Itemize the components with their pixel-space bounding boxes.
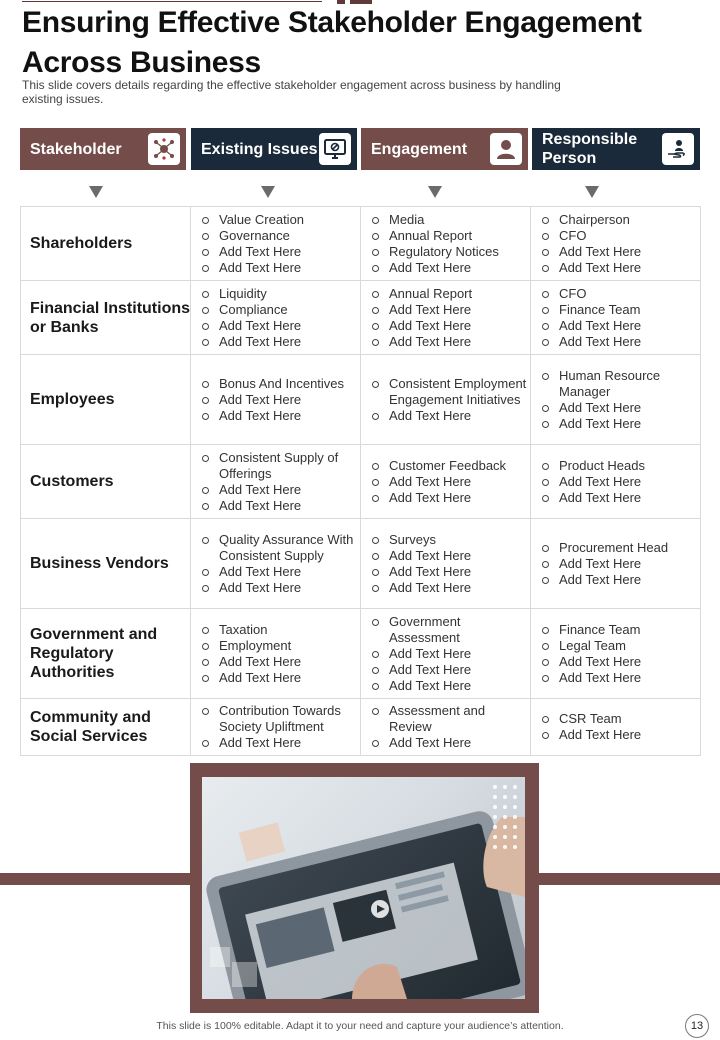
list-item: Add Text Here xyxy=(371,260,530,276)
engagement-list xyxy=(361,532,530,596)
table-row xyxy=(21,699,701,756)
down-arrow-icon xyxy=(585,186,599,198)
list-item: Add Text Here xyxy=(371,564,530,580)
list-item: Add Text Here xyxy=(371,318,530,334)
list-item: Add Text Here xyxy=(541,572,700,588)
list-item: Add Text Here xyxy=(201,334,360,350)
list-item: Add Text Here xyxy=(541,654,700,670)
table-row xyxy=(21,355,701,445)
page-subtitle: This slide covers details regarding the effective stakeholder engagement across business by handling existing issues. xyxy=(22,78,561,106)
list-item: Add Text Here xyxy=(541,400,700,416)
list-item: Add Text Here xyxy=(371,408,530,424)
header-engagement xyxy=(361,128,528,170)
list-item: Add Text Here xyxy=(371,548,530,564)
list-item: Annual Report xyxy=(371,286,530,302)
down-arrow-icon xyxy=(428,186,442,198)
issues-list xyxy=(191,286,360,350)
list-item: Add Text Here xyxy=(371,334,530,350)
stakeholder-name: Government and Regulatory Authorities xyxy=(21,609,191,699)
list-item: Add Text Here xyxy=(541,556,700,572)
list-item: Add Text Here xyxy=(201,482,360,498)
list-item: Add Text Here xyxy=(371,474,530,490)
list-item: Liquidity xyxy=(201,286,360,302)
down-arrow-icon xyxy=(89,186,103,198)
engagement-list xyxy=(361,614,530,694)
list-item: Add Text Here xyxy=(201,735,360,751)
list-item: Assessment and Review xyxy=(371,703,530,735)
stakeholder-name: Financial Institutions or Banks xyxy=(21,281,191,355)
list-item: CSR Team xyxy=(541,711,700,727)
hand-person-icon xyxy=(662,133,694,165)
engagement-list xyxy=(361,458,530,506)
list-item: Consistent Employment Engagement Initiatives xyxy=(371,376,530,408)
list-item: Add Text Here xyxy=(541,670,700,686)
list-item: Add Text Here xyxy=(541,727,700,743)
engagement-cell xyxy=(361,699,531,756)
list-item: Add Text Here xyxy=(201,670,360,686)
responsible-cell xyxy=(531,281,701,355)
header-existing-issues xyxy=(191,128,357,170)
engagement-cell xyxy=(361,519,531,609)
list-item: Legal Team xyxy=(541,638,700,654)
issues-cell xyxy=(191,699,361,756)
list-item: Add Text Here xyxy=(541,244,700,260)
down-arrow-icon xyxy=(261,186,275,198)
responsible-cell xyxy=(531,355,701,445)
list-item: Add Text Here xyxy=(541,260,700,276)
page-number: 13 xyxy=(685,1014,709,1038)
list-item: Add Text Here xyxy=(541,416,700,432)
engagement-cell xyxy=(361,445,531,519)
list-item: Add Text Here xyxy=(541,474,700,490)
responsible-list xyxy=(531,368,700,432)
stakeholder-network-icon xyxy=(148,133,180,165)
table-row xyxy=(21,281,701,355)
responsible-cell xyxy=(531,519,701,609)
header-label: Engagement xyxy=(371,140,468,158)
list-item: Consistent Supply of Offerings xyxy=(201,450,360,482)
list-item: Bonus And Incentives xyxy=(201,376,360,392)
list-item: Add Text Here xyxy=(371,302,530,318)
header-stakeholder xyxy=(20,128,186,170)
list-item: Add Text Here xyxy=(201,260,360,276)
list-item: CFO xyxy=(541,286,700,302)
list-item: Add Text Here xyxy=(201,498,360,514)
list-item: Add Text Here xyxy=(541,334,700,350)
issues-list xyxy=(191,622,360,686)
stakeholder-name: Customers xyxy=(21,445,191,519)
issues-cell xyxy=(191,281,361,355)
table-header-row xyxy=(0,128,720,172)
list-item: Add Text Here xyxy=(201,392,360,408)
list-item: Human Resource Manager xyxy=(541,368,700,400)
list-item: Add Text Here xyxy=(371,490,530,506)
engagement-list xyxy=(361,376,530,424)
engagement-list xyxy=(361,212,530,276)
responsible-list xyxy=(531,286,700,350)
responsible-list xyxy=(531,458,700,506)
header-label: Existing Issues xyxy=(201,140,318,158)
list-item: Contribution Towards Society Upliftment xyxy=(201,703,360,735)
issues-list xyxy=(191,703,360,751)
list-item: Regulatory Notices xyxy=(371,244,530,260)
list-item: Procurement Head xyxy=(541,540,700,556)
list-item: Government Assessment xyxy=(371,614,530,646)
table-row xyxy=(21,207,701,281)
table-row xyxy=(21,519,701,609)
issues-cell xyxy=(191,445,361,519)
issues-list xyxy=(191,450,360,514)
issues-list xyxy=(191,212,360,276)
responsible-list xyxy=(531,540,700,588)
list-item: Add Text Here xyxy=(371,646,530,662)
engagement-cell xyxy=(361,355,531,445)
issues-list xyxy=(191,376,360,424)
engagement-list xyxy=(361,286,530,350)
list-item: Media xyxy=(371,212,530,228)
stakeholder-name: Employees xyxy=(21,355,191,445)
list-item: Governance xyxy=(201,228,360,244)
engagement-list xyxy=(361,703,530,751)
engagement-cell xyxy=(361,609,531,699)
page-title: Ensuring Effective Stakeholder Engagement Across Business xyxy=(22,6,642,79)
list-item: Taxation xyxy=(201,622,360,638)
monitor-issue-icon xyxy=(319,133,351,165)
list-item: Add Text Here xyxy=(201,564,360,580)
issues-cell xyxy=(191,519,361,609)
list-item: Add Text Here xyxy=(541,318,700,334)
list-item: Customer Feedback xyxy=(371,458,530,474)
list-item: Quality Assurance With Consistent Supply xyxy=(201,532,360,564)
stakeholder-table xyxy=(20,206,701,756)
table-row xyxy=(21,445,701,519)
list-item: Chairperson xyxy=(541,212,700,228)
header-label: Stakeholder xyxy=(30,140,122,158)
list-item: Add Text Here xyxy=(541,490,700,506)
list-item: Add Text Here xyxy=(201,580,360,596)
responsible-list xyxy=(531,212,700,276)
header-responsible-person xyxy=(532,128,700,170)
header-label: Responsible Person xyxy=(542,131,638,167)
stakeholder-name: Community and Social Services xyxy=(21,699,191,756)
footer-note: This slide is 100% editable. Adapt it to your need and capture your audience’s attention. xyxy=(156,1020,564,1032)
engagement-cell xyxy=(361,281,531,355)
list-item: Add Text Here xyxy=(371,580,530,596)
issues-cell xyxy=(191,207,361,281)
responsible-cell xyxy=(531,609,701,699)
list-item: Surveys xyxy=(371,532,530,548)
issues-list xyxy=(191,532,360,596)
list-item: Finance Team xyxy=(541,302,700,318)
list-item: Employment xyxy=(201,638,360,654)
list-item: Finance Team xyxy=(541,622,700,638)
list-item: Annual Report xyxy=(371,228,530,244)
responsible-list xyxy=(531,622,700,686)
list-item: Add Text Here xyxy=(201,244,360,260)
list-item: Add Text Here xyxy=(371,678,530,694)
stakeholder-name: Business Vendors xyxy=(21,519,191,609)
list-item: Value Creation xyxy=(201,212,360,228)
stakeholder-name: Shareholders xyxy=(21,207,191,281)
engagement-cell xyxy=(361,207,531,281)
issues-cell xyxy=(191,355,361,445)
list-item: Add Text Here xyxy=(201,654,360,670)
responsible-cell xyxy=(531,207,701,281)
person-icon xyxy=(490,133,522,165)
list-item: Add Text Here xyxy=(201,318,360,334)
list-item: CFO xyxy=(541,228,700,244)
issues-cell xyxy=(191,609,361,699)
list-item: Compliance xyxy=(201,302,360,318)
photo-frame xyxy=(190,763,539,1013)
list-item: Add Text Here xyxy=(201,408,360,424)
list-item: Add Text Here xyxy=(371,662,530,678)
responsible-list xyxy=(531,711,700,743)
responsible-cell xyxy=(531,445,701,519)
responsible-cell xyxy=(531,699,701,756)
tablet-photo xyxy=(202,777,525,999)
list-item: Product Heads xyxy=(541,458,700,474)
list-item: Add Text Here xyxy=(371,735,530,751)
table-row xyxy=(21,609,701,699)
